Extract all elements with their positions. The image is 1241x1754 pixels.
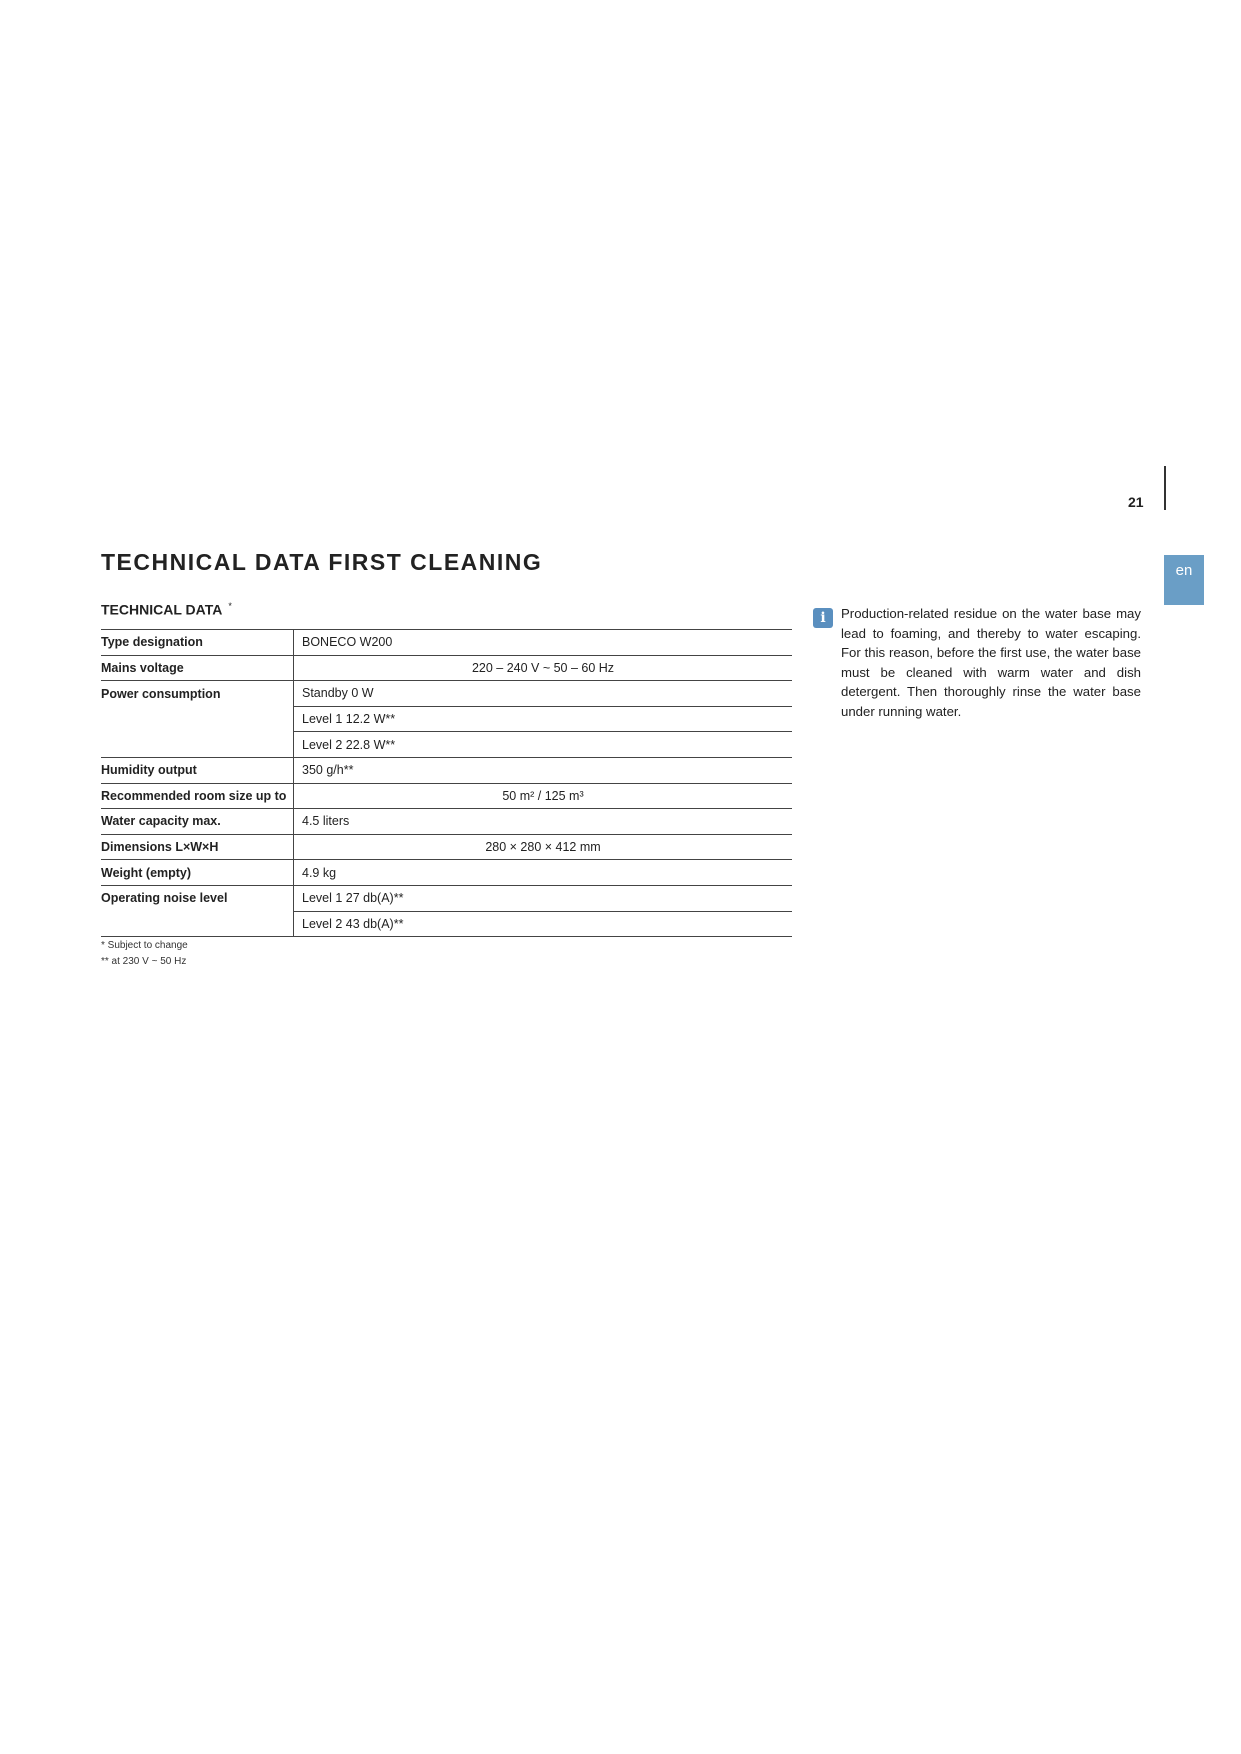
table-row (101, 757, 792, 783)
row-label: Humidity output (101, 757, 294, 783)
footnote-subject-to-change: * Subject to change (101, 940, 188, 951)
row-label: Mains voltage (101, 655, 294, 681)
table-row (101, 860, 792, 886)
row-label: Operating noise level (101, 885, 294, 911)
table-row (101, 655, 792, 681)
table-row (101, 885, 792, 911)
technical-data-table (101, 629, 792, 937)
table-row (101, 809, 792, 835)
footnotes (101, 938, 188, 970)
row-label (101, 732, 294, 758)
language-tab[interactable]: en (1164, 555, 1204, 605)
subtitle-footnote-mark: * (228, 601, 232, 611)
page-title: TECHNICAL DATA FIRST CLEANING (101, 549, 543, 575)
row-value: 280 × 280 × 412 mm (294, 834, 793, 860)
row-value: 350 g/h** (294, 757, 793, 783)
row-value: Level 2 22.8 W** (294, 732, 793, 758)
row-label (101, 706, 294, 732)
row-value: BONECO W200 (294, 630, 793, 656)
row-label: Recommended room size up to (101, 783, 294, 809)
row-label (101, 911, 294, 937)
row-value: Level 1 12.2 W** (294, 706, 793, 732)
table-row (101, 732, 792, 758)
table-row (101, 706, 792, 732)
row-label: Weight (empty) (101, 860, 294, 886)
row-value: 220 – 240 V ~ 50 – 60 Hz (294, 655, 793, 681)
row-value: Level 2 43 db(A)** (294, 911, 793, 937)
row-value: 4.9 kg (294, 860, 793, 886)
table-row (101, 681, 792, 707)
row-label: Power consumption (101, 681, 294, 707)
table-row (101, 783, 792, 809)
row-value: 50 m² / 125 m³ (294, 783, 793, 809)
row-label: Dimensions L×W×H (101, 834, 294, 860)
info-icon: i (813, 608, 833, 628)
row-value: Level 1 27 db(A)** (294, 885, 793, 911)
footnote-voltage: ** at 230 V ~ 50 Hz (101, 956, 187, 967)
row-value: 4.5 liters (294, 809, 793, 835)
page-number: 21 (1128, 494, 1144, 510)
row-value: Standby 0 W (294, 681, 793, 707)
table-row (101, 834, 792, 860)
info-note: Production-related residue on the water base may lead to foaming, and thereby to water escaping. For this reason, before the first use, the water base must be cleaned with warm water and dish detergent. Then thoroughly rinse the water base under running water. (841, 606, 1141, 719)
row-label: Water capacity max. (101, 809, 294, 835)
row-label: Type designation (101, 630, 294, 656)
section-subtitle (101, 601, 232, 618)
page-header-rule (1164, 466, 1166, 510)
table-row (101, 911, 792, 937)
subtitle-text: TECHNICAL DATA (101, 601, 223, 618)
table-row (101, 630, 792, 656)
